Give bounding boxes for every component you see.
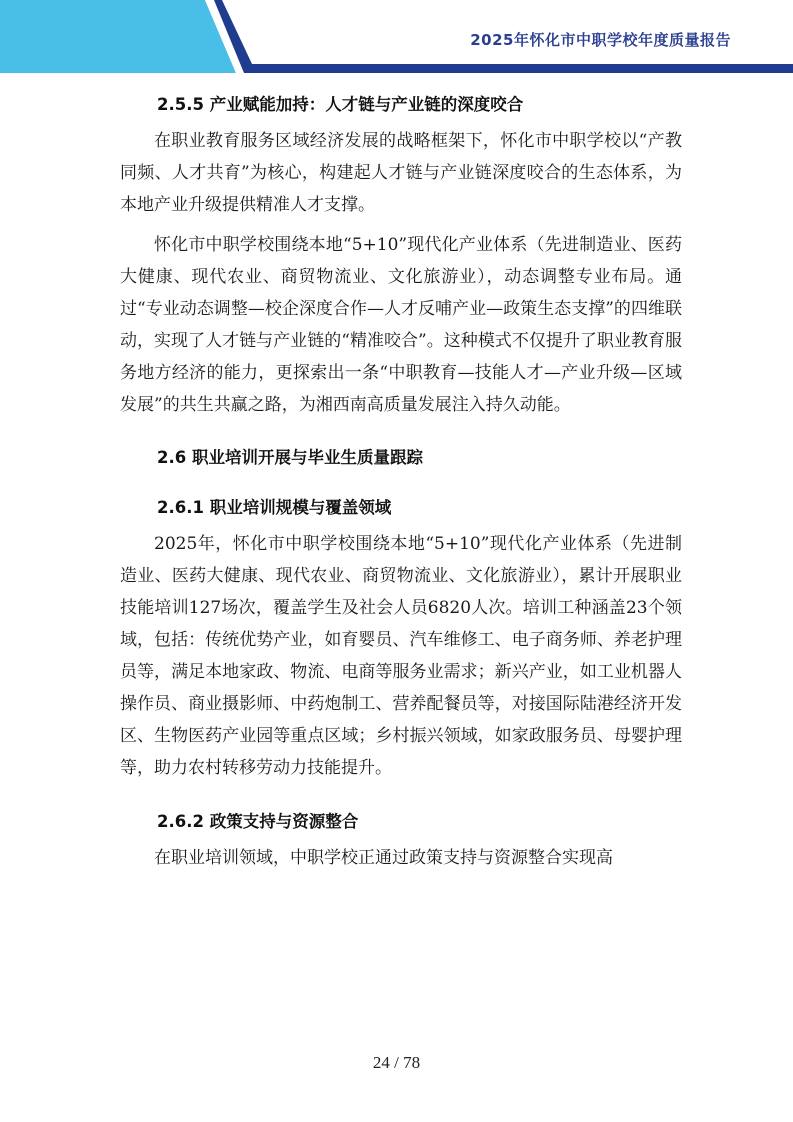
section-heading-2-6: 2.6 职业培训开展与毕业生质量跟踪 — [157, 448, 423, 467]
page-number: 24 / 78 — [372, 1053, 421, 1072]
paragraph: 在职业教育服务区域经济发展的战略框架下，怀化市中职学校以“产教同频、人才共育”为核心，构建起人才链与产业链深度咬合的生态体系，为本地产业升级提供精准人才支撑。 — [120, 131, 682, 215]
paragraph: 在职业培训领域，中职学校正通过政策支持与资源整合实现高 — [154, 848, 613, 868]
header-title: 2025年怀化市中职学校年度质量报告 — [470, 31, 731, 49]
section-heading-2-6-1: 2.6.1 职业培训规模与覆盖领域 — [157, 498, 392, 517]
section-heading-2-5-5: 2.5.5 产业赋能加持：人才链与产业链的深度咬合 — [157, 95, 524, 114]
section-heading-2-6-2: 2.6.2 政策支持与资源整合 — [157, 812, 359, 831]
header-accent-stripe — [0, 0, 236, 73]
paragraph: 怀化市中职学校围绕本地“5+10”现代化产业体系（先进制造业、医药大健康、现代农业、商贸物流业、文化旅游业），动态调整专业布局。通过“专业动态调整—校企深度合作—人才反哺产业—政策生态支撑”的四维联动，实现了人才链与产业链的“精准咬合”。这种模式不仅提升了职业教育服务地方经济的能力，更探索出一条“中职教育—技能人才—产业升级—区域发展”的共生共赢之路，为湘西南高质量发展注入持久动能。 — [120, 235, 682, 415]
page-content — [120, 90, 682, 874]
paragraph: 2025年，怀化市中职学校围绕本地“5+10”现代化产业体系（先进制造业、医药大健康、现代农业、商贸物流业、文化旅游业），累计开展职业技能培训127场次，覆盖学生及社会人员6820人次。培训工种涵盖23个领域，包括：传统优势产业，如育婴员、汽车维修工、电子商务师、养老护理员等，满足本地家政、物流、电商等服务业需求；新兴产业，如工业机器人操作员、商业摄影师、中药炮制工、营养配餐员等，对接国际陆港经济开发区、生物医药产业园等重点区域；乡村振兴领域，如家政服务员、母婴护理等，助力农村转移劳动力技能提升。 — [120, 534, 682, 778]
